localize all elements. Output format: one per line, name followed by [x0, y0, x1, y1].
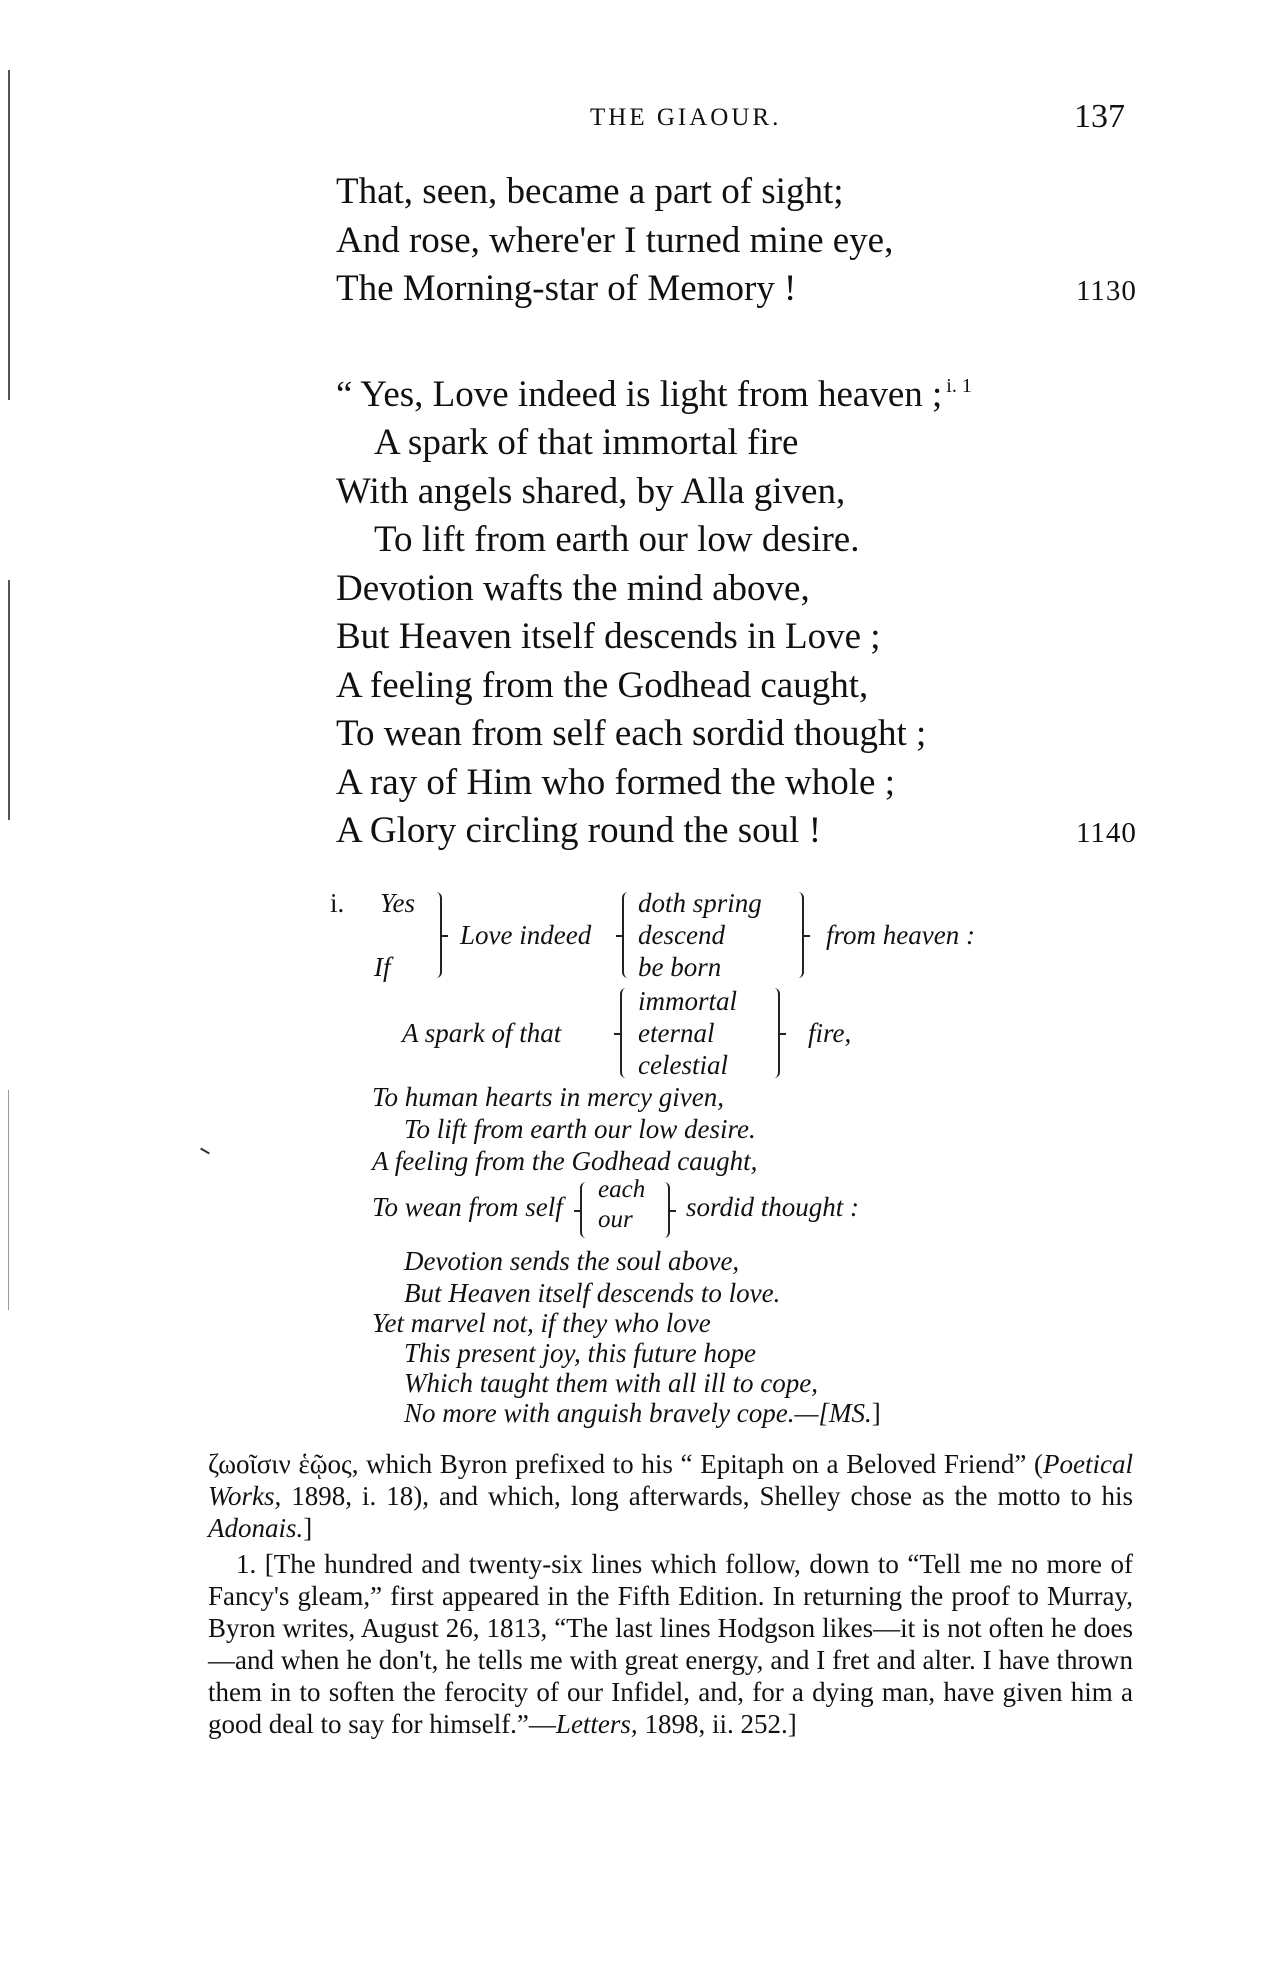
variant-word: from heaven :	[826, 920, 975, 950]
footnotes	[208, 1448, 1133, 1740]
poem-line	[336, 807, 1156, 856]
line-number: 1140	[1076, 817, 1137, 849]
variant-line: To human hearts in mercy given,	[372, 1082, 724, 1112]
poem-line-text: To wean from self each sordid thought ;	[336, 713, 927, 754]
poem-line	[336, 759, 1156, 808]
variant-word: each	[598, 1176, 646, 1203]
poem-line	[336, 371, 1156, 420]
poem-line-text: And rose, where'er I turned mine eye,	[336, 219, 894, 261]
poem-line-text: “ Yes, Love indeed is light from heaven ;	[336, 373, 943, 415]
page-number: 137	[1074, 98, 1125, 135]
variant-word: doth spring	[638, 888, 762, 918]
variant-word: be born	[638, 952, 722, 982]
scan-edge-mark	[8, 1090, 9, 1310]
poem-line	[336, 265, 1156, 314]
poem-line-text: With angels shared, by Alla given,	[336, 470, 846, 512]
poem-line-text: To lift from earth our low desire.	[374, 519, 860, 560]
variant-line: Yet marvel not, if they who love	[372, 1308, 711, 1338]
brace	[580, 1182, 590, 1238]
poem-line-text: The Morning-star of Memory !	[336, 268, 797, 309]
variant-line: A feeling from the Godhead caught,	[372, 1146, 758, 1176]
running-title: THE GIAOUR.	[590, 104, 782, 131]
poem-line-text: A Glory circling round the soul !	[336, 810, 822, 851]
variant-readings	[330, 888, 1150, 1448]
poem-line-text: A spark of that immortal fire	[374, 422, 799, 463]
brace	[794, 892, 804, 978]
variant-line: This present joy, this future hope	[404, 1338, 756, 1368]
variant-word: celestial	[638, 1050, 728, 1080]
variant-word: Yes	[380, 888, 416, 918]
variant-line: No more with anguish bravely cope.—[MS.]	[404, 1398, 881, 1428]
poem-line	[336, 613, 1156, 662]
variant-word: our	[598, 1206, 633, 1233]
poem-line	[336, 516, 1156, 565]
note-reference: i. 1	[946, 375, 972, 398]
variant-word: Love indeed	[460, 920, 592, 950]
poem-line-text: A ray of Him who formed the whole ;	[336, 761, 895, 803]
variant-line: To lift from earth our low desire.	[404, 1114, 756, 1144]
poem-line-text: A feeling from the Godhead caught,	[336, 664, 869, 706]
page-header	[0, 98, 1263, 138]
variant-word: A spark of that	[402, 1018, 562, 1048]
scan-edge-mark	[8, 580, 10, 820]
brace	[660, 1182, 670, 1238]
brace	[770, 988, 780, 1078]
variant-word: sordid thought :	[686, 1192, 860, 1222]
variant-line: But Heaven itself descends to love.	[404, 1278, 781, 1308]
variant-word: immortal	[638, 986, 738, 1016]
variant-word: fire,	[808, 1018, 852, 1048]
variant-line: Which taught them with all ill to cope,	[404, 1368, 818, 1398]
brace	[432, 892, 442, 978]
poem-text	[336, 168, 1156, 856]
variant-word: descend	[638, 920, 725, 950]
variant-label: i.	[330, 888, 345, 918]
line-number: 1130	[1076, 275, 1137, 307]
poem-line	[336, 662, 1156, 711]
poem-line	[336, 468, 1156, 517]
poem-line	[336, 710, 1156, 759]
poem-line-text: Devotion wafts the mind above,	[336, 567, 810, 609]
poem-line	[336, 419, 1156, 468]
variant-word: To wean from self	[372, 1192, 563, 1222]
scan-speck	[200, 1148, 210, 1155]
poem-line	[336, 168, 1156, 217]
footnote-1: 1. [The hundred and twenty-six lines which follow, down to “Tell me no more of Fancy's gleam,” first appeared in the Fifth Edition. In returning the proof to Murray, Byron writes, August 26, 1813, “The last lines Hodgson likes—it is not often he does—and when he don't, he tells me with great energy, and I fret and alter. I have thrown them in to soften the ferocity of our Infidel, and, for a dying man, have given him a good deal to say for himself.”—Letters, 1898, ii. 252.]	[208, 1549, 1133, 1739]
variant-word: eternal	[638, 1018, 715, 1048]
poem-line-text: That, seen, became a part of sight;	[336, 171, 844, 212]
footnote-continued: ζωοῖσιν ἑῷος, which Byron prefixed to his “ Epitaph on a Beloved Friend” (Poetical Works, 1898, i. 18), and which, long afterwards, Shelley chose as the motto to his Adonais.]	[208, 1449, 1133, 1543]
brace	[620, 988, 630, 1078]
variant-word: If	[374, 952, 391, 982]
variant-line: Devotion sends the soul above,	[404, 1246, 740, 1276]
poem-line-text: But Heaven itself descends in Love ;	[336, 616, 881, 657]
poem-line	[336, 217, 1156, 266]
brace	[622, 892, 632, 978]
poem-line	[336, 565, 1156, 614]
